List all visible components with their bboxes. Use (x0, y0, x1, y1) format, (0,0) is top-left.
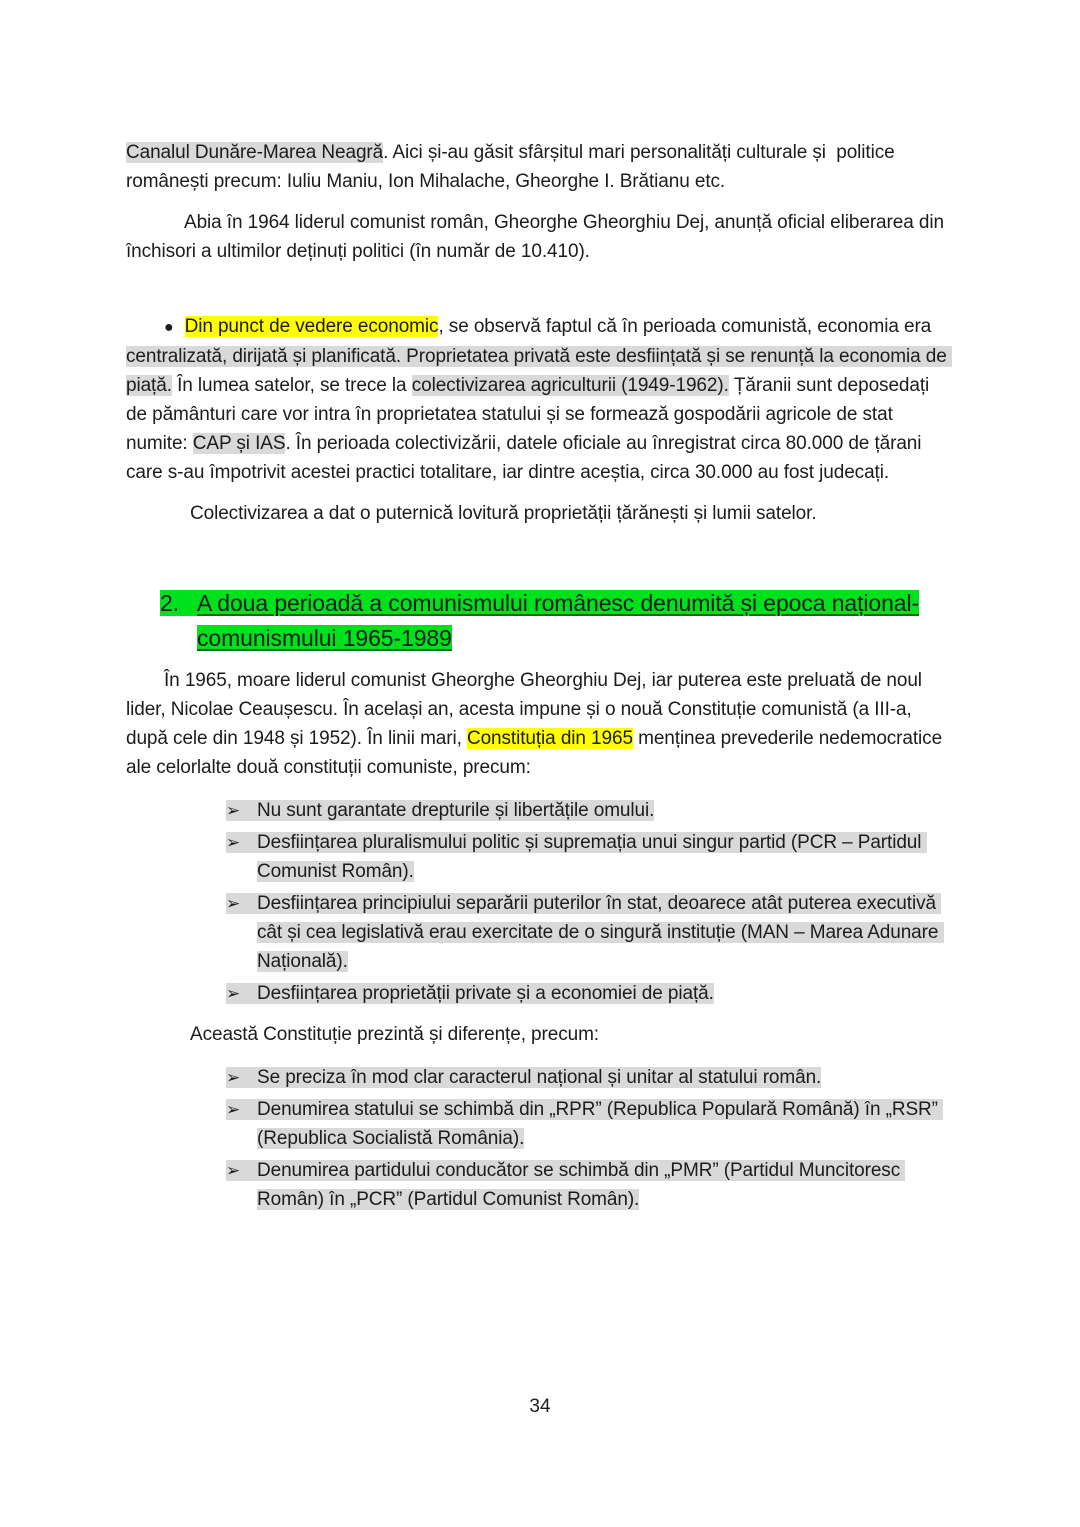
arrow-bullet-icon: ➢ (226, 984, 241, 1003)
list-item-content: ➢ Denumirea partidului conducător se schimbă din „PMR” (Partidul Muncitoresc Român) în „PCR” (Partidul Comunist Român). (226, 1160, 905, 1210)
text-run: Din punct de vedere economic (184, 316, 439, 337)
document-body (126, 138, 954, 1226)
arrow-bullet-icon: ➢ (226, 1161, 241, 1180)
list-item-content: ➢ Denumirea statului se schimbă din „RPR” (Republica Populară Română) în „RSR” (Republica Socialistă România). (226, 1099, 943, 1149)
list-item-content: ➢ Desființarea principiului separării puterilor în stat, deoarece atât puterea executivă cât și cea legislativă erau exercitate de o singură instituție (MAN – Marea Adunare Națională). (226, 893, 944, 972)
paragraph (126, 208, 954, 266)
text-run: . Aici și-au găsit sfârșitul mari personalități culturale și politice românești precum: Iuliu Maniu, Ion Mihalache, Gheorghe I. Brătianu etc. (126, 142, 900, 192)
list-item (226, 828, 954, 886)
list-item (226, 796, 954, 825)
list-item (226, 889, 954, 976)
arrow-bullet-list (126, 796, 954, 1008)
list-item (226, 1095, 954, 1153)
list-item (226, 979, 954, 1008)
list-item (226, 1063, 954, 1092)
text-run: CAP și IAS (192, 433, 286, 454)
page-number: 34 (529, 1396, 551, 1417)
arrow-bullet-icon: ➢ (226, 801, 241, 820)
heading-number: 2. (160, 590, 179, 616)
bullet-icon: ● (164, 319, 174, 336)
text-run: , se observă faptul că în perioada comunistă, economia era (438, 316, 937, 337)
arrow-bullet-icon: ➢ (226, 1068, 241, 1087)
arrow-bullet-list (126, 1063, 954, 1214)
text-run: Constituția din 1965 (466, 728, 633, 749)
list-item (226, 1156, 954, 1214)
arrow-bullet-icon: ➢ (226, 1100, 241, 1119)
list-item-content: ➢ Nu sunt garantate drepturile și libertățile omului. (226, 800, 654, 821)
text-run: colectivizarea agriculturii (1949-1962). (411, 375, 729, 396)
text-run: În 1965, moare liderul comunist Gheorghe Gheorghiu Dej, iar puterea este preluată de noul lider, Nicolae Ceaușescu. În același an, acesta impune și o nouă Constituție comunistă (a III-a, după cele din 1948 și 1952). În linii mari, (126, 670, 928, 749)
text-run: Țăranii sunt deposedați de pământuri care vor intra în proprietatea statului și se formează gospodării agricole de stat numite: (126, 375, 935, 454)
list-item-content: ➢ Se preciza în mod clar caracterul național și unitar al statului român. (226, 1067, 821, 1088)
paragraph (126, 312, 954, 487)
heading-highlight (160, 590, 919, 651)
list-item-content: ➢ Desființarea pluralismului politic și supremația unui singur partid (PCR – Partidul Comunist Român). (226, 832, 927, 882)
arrow-bullet-icon: ➢ (226, 833, 241, 852)
text-run: În lumea satelor, se trece la (171, 375, 412, 396)
list-item-content: ➢ Desființarea proprietății private și a economiei de piață. (226, 983, 714, 1004)
text-run: Această Constituție prezintă și diferențe, precum: (190, 1024, 599, 1045)
text-run: Colectivizarea a dat o puternică lovitură proprietății țărănești și lumii satelor. (190, 503, 817, 524)
text-run: Abia în 1964 liderul comunist român, Gheorghe Gheorghiu Dej, anunță oficial eliberarea din închisori a ultimilor deținuți politici (în număr de 10.410). (126, 212, 950, 262)
arrow-bullet-icon: ➢ (226, 894, 241, 913)
text-run: . În perioada colectivizării, datele oficiale au înregistrat circa 80.000 de țărani care s-au împotrivit acestei practici totalitare, iar dintre aceștia, circa 30.000 au fost judecați. (126, 433, 927, 483)
paragraph (126, 1020, 954, 1049)
text-run: menținea prevederile nedemocratice ale celorlalte două constituții comuniste, precum: (126, 728, 948, 778)
text-run: centralizată, dirijată și planificată. Proprietatea privată este desființată și se renunță la economia de piață. (126, 346, 952, 396)
paragraph (126, 499, 954, 528)
paragraph (126, 666, 954, 782)
text-run: Canalul Dunăre-Marea Neagră (126, 142, 384, 163)
heading-text: A doua perioadă a comunismului românesc denumită și epoca național-comunismului 1965-1989 (197, 590, 920, 651)
paragraph (126, 138, 954, 196)
section-heading (126, 586, 954, 656)
